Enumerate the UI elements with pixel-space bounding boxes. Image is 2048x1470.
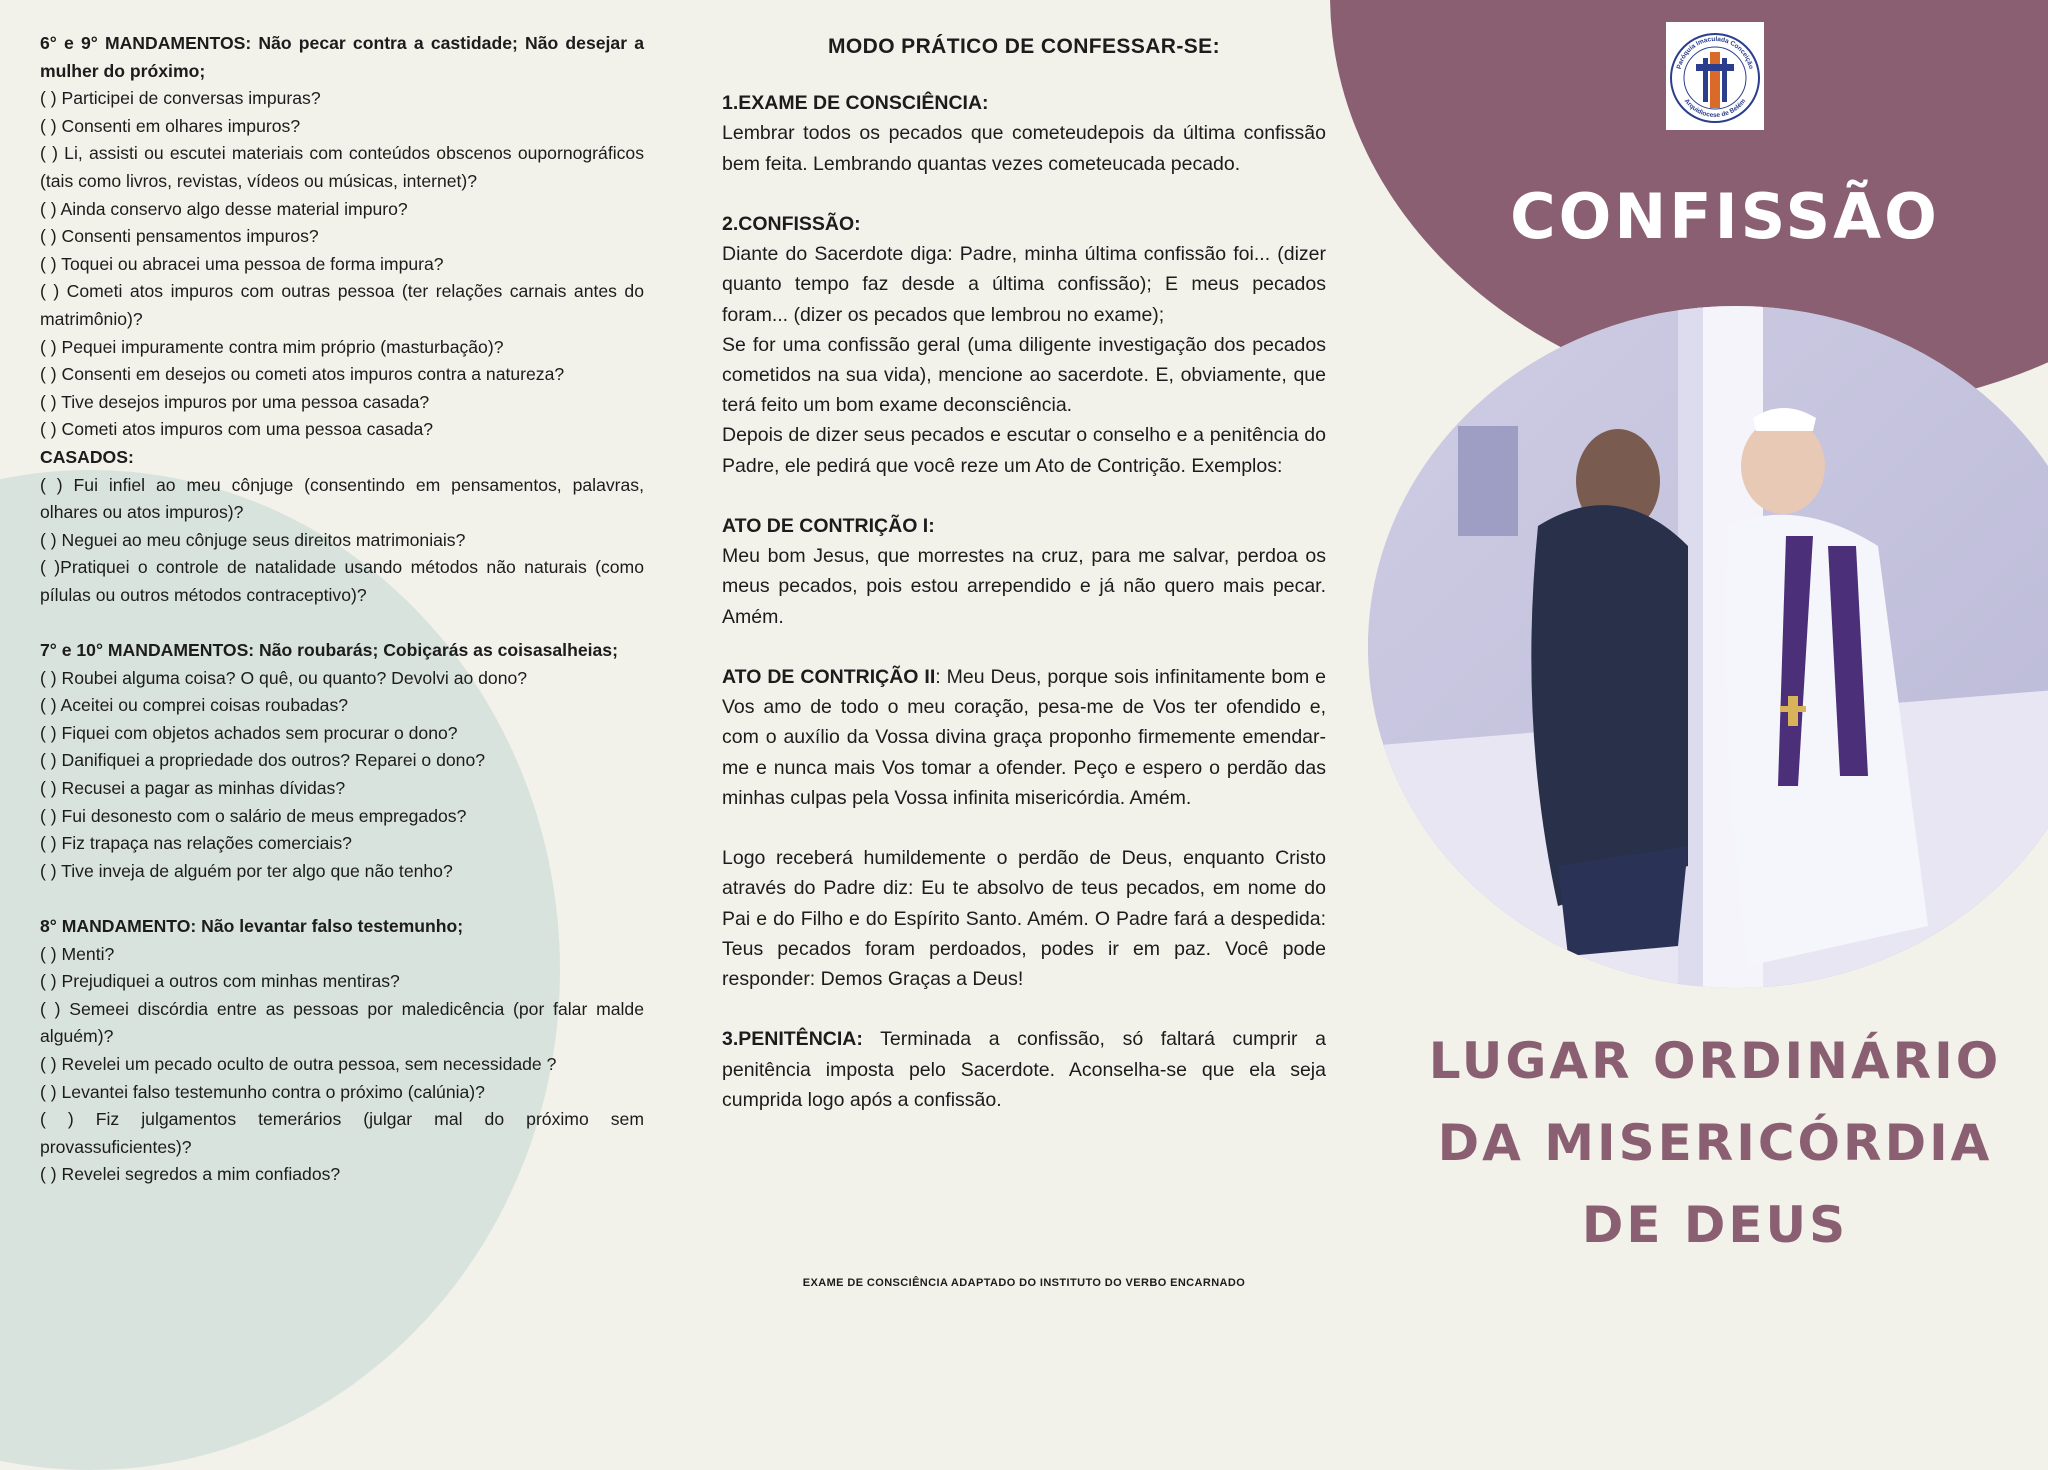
confissao-paragraph: Se for uma confissão geral (uma diligente investigação dos pecados cometidos na sua vida), mencione ao sacerdote. E, obviamente, que terá feito um bom exame deconsciência. <box>722 333 1326 417</box>
section-heading-7-10: 7° e 10° MANDAMENTOS: Não roubarás; Cobiçarás as coisasalheias; <box>40 640 618 661</box>
list-item: ( ) Fiquei com objetos achados sem procurar o dono? <box>40 722 458 743</box>
list-item: ( ) Li, assisti ou escutei materiais com conteúdos obscenos oupornográficos (tais como livros, revistas, vídeos ou músicas, internet)? <box>40 143 644 191</box>
list-item: ( ) Menti? <box>40 943 115 964</box>
list-item: ( ) Fiz trapaça nas relações comerciais? <box>40 833 352 854</box>
list-item: ( )Pratiquei o controle de natalidade usando métodos não naturais (como pílulas ou outros métodos contraceptivo)? <box>40 557 644 605</box>
list-item: ( ) Tive desejos impuros por uma pessoa casada? <box>40 391 430 412</box>
spacer <box>722 813 1326 843</box>
list-item: ( ) Consenti em olhares impuros? <box>40 115 301 136</box>
ato2-text: : Meu Deus, porque sois infinitamente bom e Vos amo de todo o meu coração, pesa-me de Vos ter ofendido e, com o auxílio da Vossa divina graça proponho firmemente emendar-me e nunca mais Vos tomar a ofender. Peço e espero o perdão das minhas culpas pela Vossa infinita misericórdia. Amém. <box>722 666 1326 809</box>
list-item: ( ) Roubei alguma coisa? O quê, ou quanto? Devolvi ao dono? <box>40 667 528 688</box>
confissao-heading: 2.CONFISSÃO: <box>722 213 861 235</box>
list-item: ( ) Fui infiel ao meu cônjuge (consentindo em pensamentos, palavras, olhares ou atos impuros)? <box>40 474 644 523</box>
footer-credit: EXAME DE CONSCIÊNCIA ADAPTADO DO INSTITUTO DO VERBO ENCARNADO <box>802 1277 1246 1289</box>
exame-text: Lembrar todos os pecados que cometeudepois da última confissão bem feita. Lembrando quantas vezes cometeucada pecado. <box>722 122 1326 175</box>
spacer <box>722 179 1326 209</box>
logo-text-top: Paróquia Imaculada Conceição <box>1675 35 1755 70</box>
section-heading-8: 8° MANDAMENTO: Não levantar falso testemunho; <box>40 916 464 936</box>
section-heading-casados: CASADOS: <box>40 446 134 467</box>
exame-heading: 1.EXAME DE CONSCIÊNCIA: <box>722 92 989 115</box>
ato1-heading: ATO DE CONTRIÇÃO I: <box>722 515 935 538</box>
list-item: ( ) Consenti pensamentos impuros? <box>40 226 319 247</box>
parish-seal-icon <box>1666 22 1764 130</box>
ato1-text: Meu bom Jesus, que morrestes na cruz, para me salvar, perdoa os meus pecados, pois estou arrependido e já não quero mais pecar. Amém. <box>722 545 1326 628</box>
confissao-paragraph: Depois de dizer seus pecados e escutar o conselho e a penitência do Padre, ele pedirá que você reze um Ato de Contrição. Exemplos: <box>722 424 1326 477</box>
subtitle-line: DA MISERICÓRDIA <box>1437 1114 1993 1172</box>
penitencia-text: Terminada a confissão, só faltará cumprir a penitência imposta pelo Sacerdote. Aconselha-se que ela seja cumprida logo após a confissão. <box>722 1028 1326 1111</box>
list-item: ( ) Semeei discórdia entre as pessoas por maledicência (por falar malde alguém)? <box>40 998 644 1047</box>
spacer <box>722 481 1326 511</box>
list-item: ( ) Pequei impuramente contra mim próprio (masturbação)? <box>40 336 504 357</box>
page-title: MODO PRÁTICO DE CONFESSAR-SE: <box>828 35 1220 58</box>
list-item: ( ) Prejudiquei a outros com minhas mentiras? <box>40 971 400 992</box>
list-item: ( ) Consenti em desejos ou cometi atos impuros contra a natureza? <box>40 364 565 385</box>
confissao-paragraph: Diante do Sacerdote diga: Padre, minha última confissão foi... (dizer quanto tempo faz desde a última confissão); E meus pecados foram... (dizer os pecados que lembrou no exame); <box>722 243 1326 326</box>
section-heading-6-9: 6° e 9° MANDAMENTOS: Não pecar contra a castidade; Não desejar a mulher do próximo; <box>40 33 644 81</box>
ato2-heading: ATO DE CONTRIÇÃO II <box>722 666 936 689</box>
list-item: ( ) Participei de conversas impuras? <box>40 88 321 109</box>
penitencia-paragraph <box>722 1024 1326 1115</box>
list-item: ( ) Tive inveja de alguém por ter algo que não tenho? <box>40 860 453 881</box>
list-item: ( ) Revelei segredos a mim confiados? <box>40 1164 341 1185</box>
subtitle <box>1360 1020 2048 1266</box>
subtitle-line: DE DEUS <box>1581 1196 1849 1254</box>
list-item: ( ) Toquei ou abracei uma pessoa de forma impura? <box>40 253 444 274</box>
spacer <box>40 885 644 913</box>
confession-scene-image <box>1368 306 2048 988</box>
spacer <box>722 632 1326 662</box>
ato2-paragraph <box>722 662 1326 813</box>
penitencia-heading: 3.PENITÊNCIA: <box>722 1028 863 1051</box>
brand-title: CONFISSÃO <box>1510 180 1940 253</box>
subtitle-line: LUGAR ORDINÁRIO <box>1428 1032 2002 1090</box>
list-item: ( ) Cometi atos impuros com outras pessoa (ter relações carnais antes do matrimônio)? <box>40 281 644 329</box>
spacer <box>40 609 644 637</box>
list-item: ( ) Recusei a pagar as minhas dívidas? <box>40 778 346 799</box>
list-item: ( ) Fui desonesto com o salário de meus empregados? <box>40 805 467 826</box>
list-item: ( ) Neguei ao meu cônjuge seus direitos matrimoniais? <box>40 529 466 550</box>
confession-photo <box>1368 306 2048 988</box>
left-column <box>40 30 644 1189</box>
spacer <box>722 994 1326 1024</box>
parish-logo <box>1666 22 1764 130</box>
middle-column <box>722 32 1326 1115</box>
list-item: ( ) Levantei falso testemunho contra o próximo (calúnia)? <box>40 1081 485 1102</box>
logo-text-bottom: Arquidiocese de Belém <box>1682 97 1748 120</box>
list-item: ( ) Revelei um pecado oculto de outra pessoa, sem necessidade ? <box>40 1053 557 1074</box>
list-item: ( ) Ainda conservo algo desse material impuro? <box>40 198 408 219</box>
list-item: ( ) Aceitei ou comprei coisas roubadas? <box>40 695 349 716</box>
list-item: ( ) Fiz julgamentos temerários (julgar mal do próximo sem provassuficientes)? <box>40 1109 644 1157</box>
list-item: ( ) Danifiquei a propriedade dos outros? Reparei o dono? <box>40 750 486 771</box>
list-item: ( ) Cometi atos impuros com uma pessoa casada? <box>40 419 434 440</box>
absolvicao-text: Logo receberá humildemente o perdão de Deus, enquanto Cristo através do Padre diz: Eu te absolvo de teus pecados, em nome do Pai e do Filho e do Espírito Santo. Amém. O Padre fará a despedida: Teus pecados foram perdoados, podes ir em paz. Você pode responder: Demos Graças a Deus! <box>722 847 1326 991</box>
